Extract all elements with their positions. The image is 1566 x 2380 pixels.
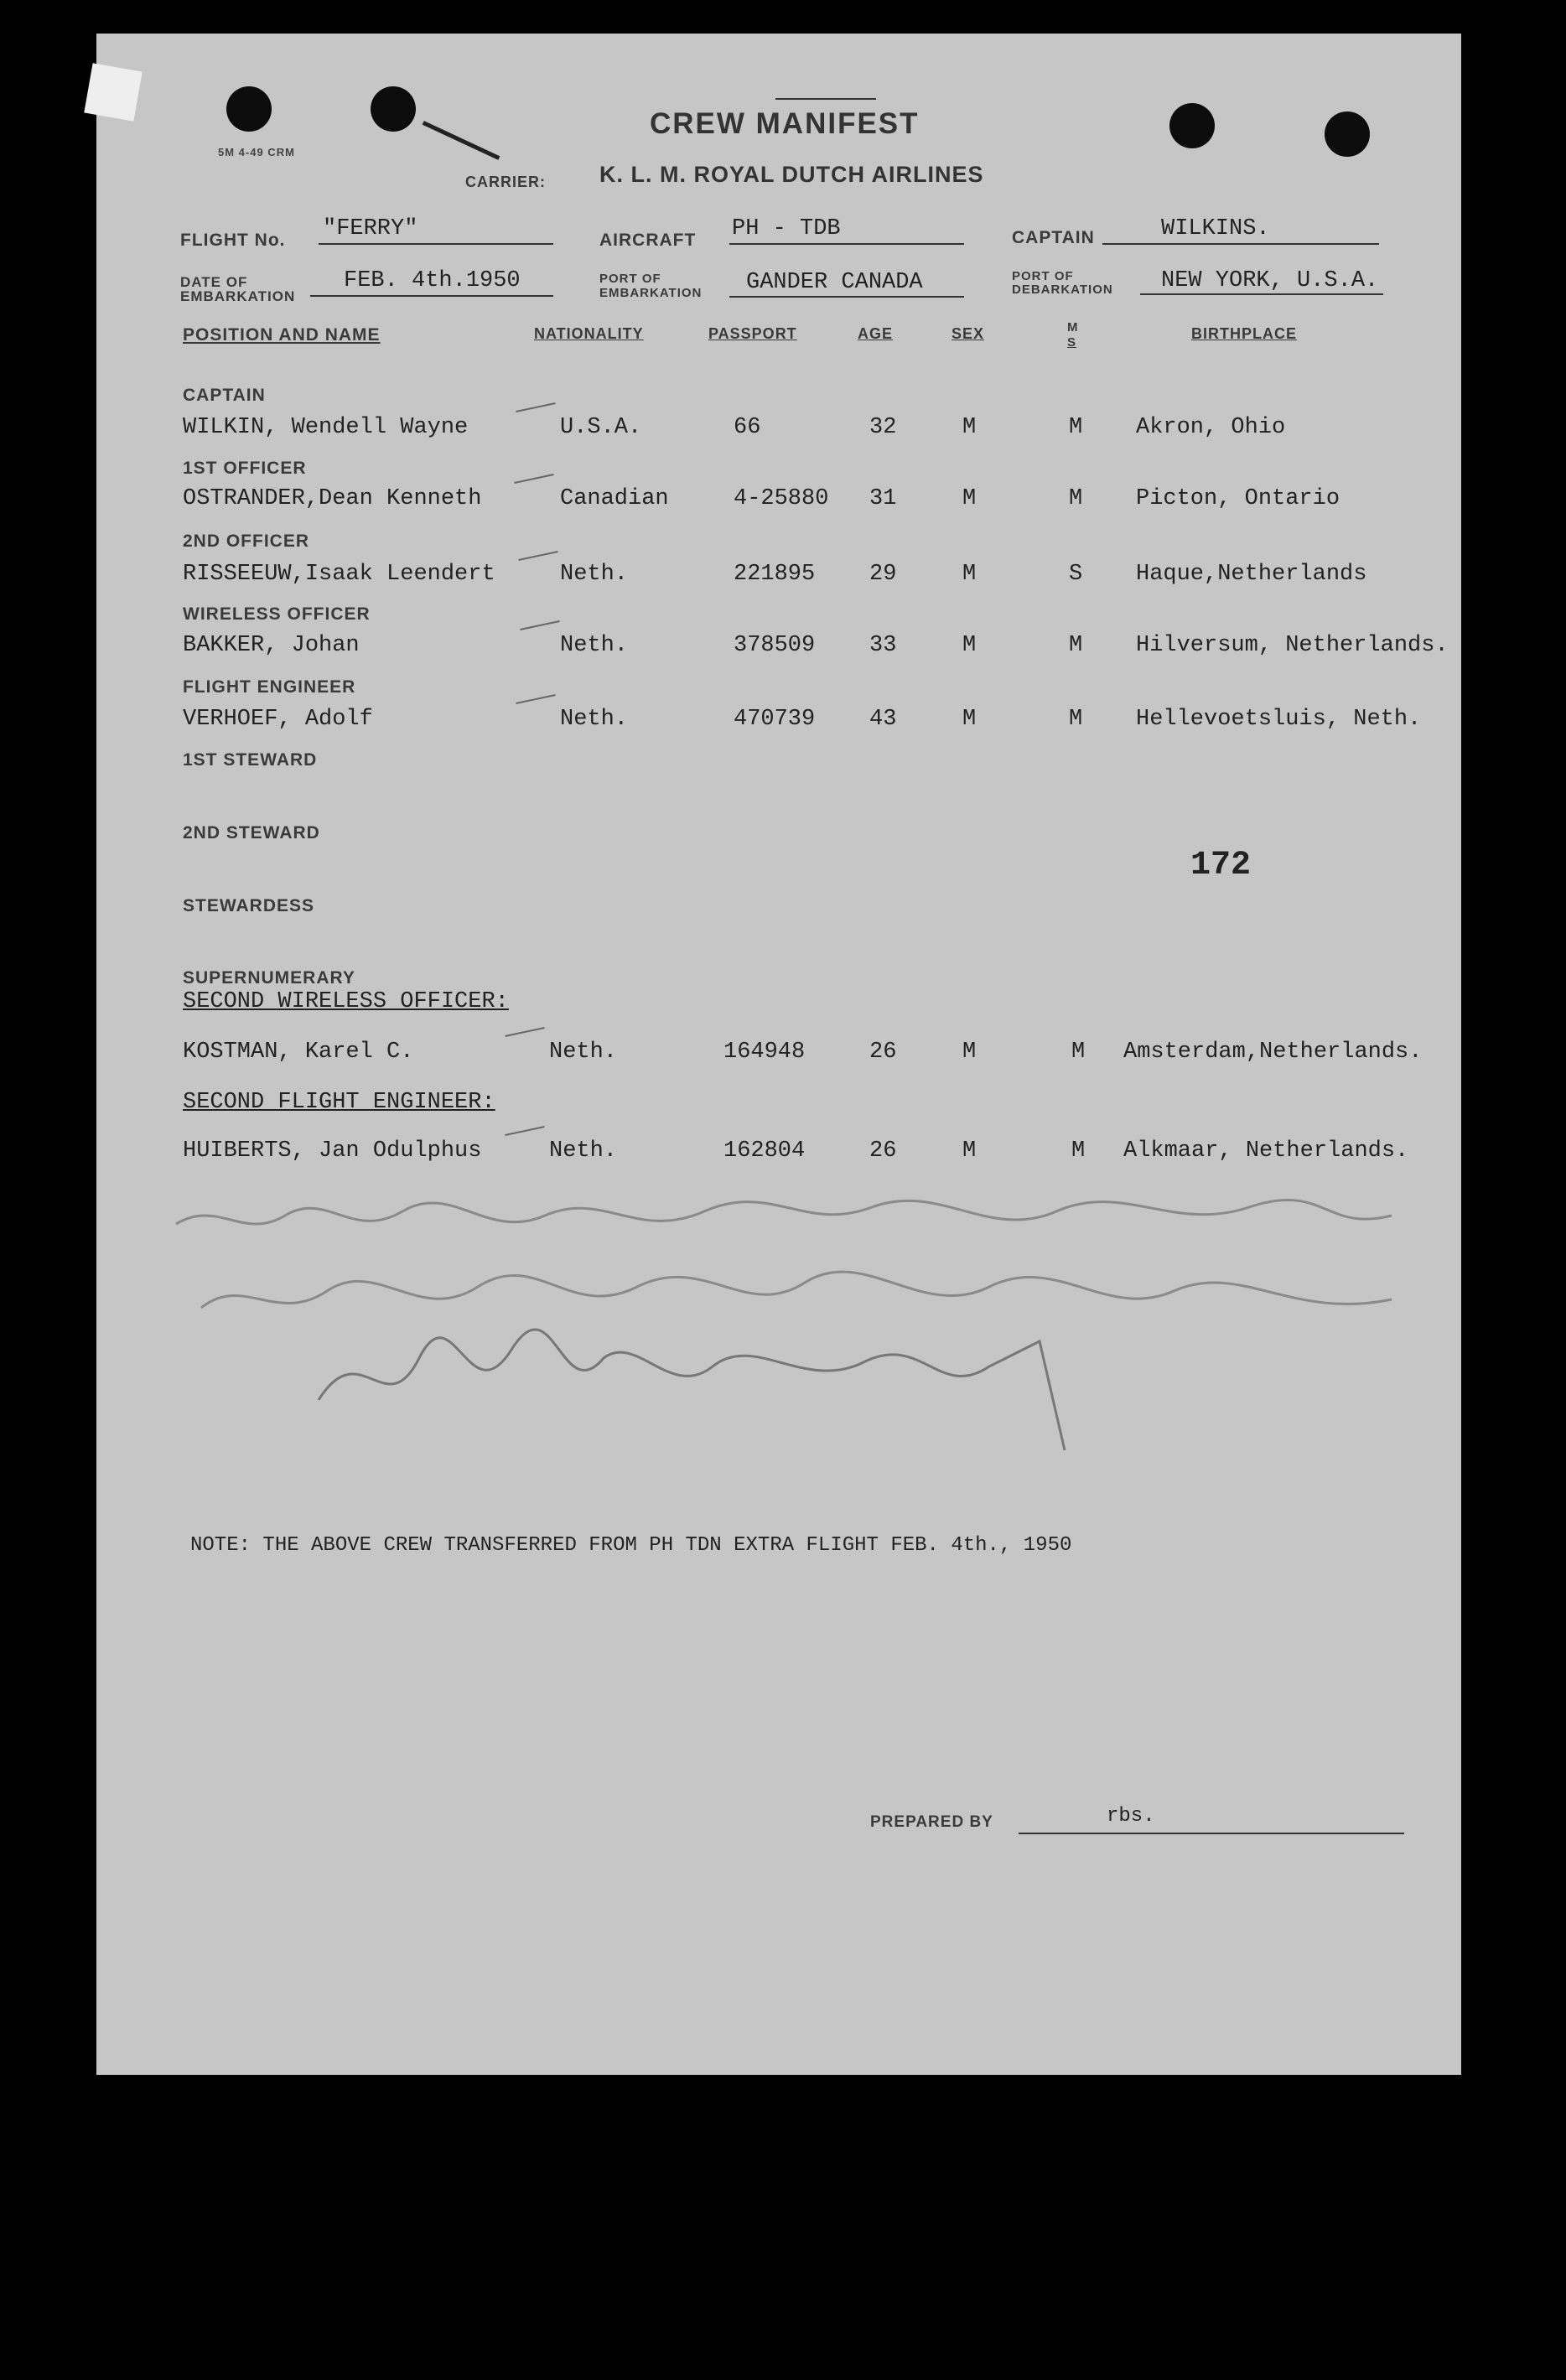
pos-first-steward: 1ST STEWARD (183, 750, 318, 770)
crew-nationality: Neth. (549, 1138, 618, 1164)
manifest-sheet (96, 34, 1461, 2075)
flight-label: FLIGHT No. (180, 231, 286, 250)
crew-birthplace: Alkmaar, Netherlands. (1123, 1138, 1409, 1164)
crew-age: 32 (869, 415, 897, 440)
transfer-note: NOTE: THE ABOVE CREW TRANSFERRED FROM PH TDN EXTRA FLIGHT FEB. 4th., 1950 (190, 1534, 1072, 1557)
punch-hole-1 (226, 86, 272, 132)
port-embark-label-2: EMBARKATION (599, 286, 703, 300)
crew-birthplace: Amsterdam,Netherlands. (1123, 1040, 1423, 1065)
crew-marital: M (1071, 1138, 1086, 1164)
crew-passport: 378509 (734, 633, 816, 658)
crew-birthplace: Haque,Netherlands (1136, 562, 1367, 587)
crew-passport: 162804 (723, 1138, 806, 1164)
pos-captain: CAPTAIN (183, 386, 266, 405)
crew-nationality: Neth. (560, 633, 629, 658)
crew-age: 31 (869, 486, 897, 511)
crew-age: 29 (869, 562, 897, 587)
col-age: AGE (858, 325, 894, 342)
prepared-by-label: PREPARED BY (870, 1813, 993, 1831)
crew-name: HUIBERTS, Jan Odulphus (183, 1138, 482, 1164)
crew-sex: M (962, 1040, 977, 1065)
embark-date-value: FEB. 4th.1950 (344, 268, 521, 293)
col-ms-top: M (1067, 320, 1079, 334)
prepared-by-value: rbs. (1107, 1805, 1155, 1828)
crew-name: OSTRANDER,Dean Kenneth (183, 486, 482, 511)
crew-marital: S (1069, 562, 1083, 587)
crew-sex: M (962, 486, 977, 511)
crew-age: 43 (869, 707, 897, 732)
crew-birthplace: Akron, Ohio (1136, 415, 1286, 440)
crew-age: 26 (869, 1138, 897, 1164)
crew-passport: 66 (734, 415, 761, 440)
pos-stewardess: STEWARDESS (183, 896, 315, 915)
crew-name: KOSTMAN, Karel C. (183, 1040, 414, 1065)
crew-nationality: Canadian (560, 486, 669, 511)
crew-marital: M (1069, 415, 1083, 440)
punch-hole-4 (1325, 111, 1370, 157)
page-number: 172 (1190, 847, 1252, 884)
pos-second-wireless-officer: SECOND WIRELESS OFFICER: (183, 989, 509, 1014)
col-sex: SEX (952, 325, 985, 342)
handwritten-annotation (168, 1182, 1408, 1450)
col-passport: PASSPORT (708, 325, 797, 342)
port-debark-label-1: PORT OF (1012, 269, 1074, 283)
port-debark-label-2: DEBARKATION (1012, 283, 1113, 297)
crew-marital: M (1069, 633, 1083, 658)
crew-age: 33 (869, 633, 897, 658)
flight-value: "FERRY" (323, 216, 418, 241)
pos-second-steward: 2ND STEWARD (183, 823, 320, 843)
captain-value: WILKINS. (1161, 216, 1270, 241)
col-birthplace: BIRTHPLACE (1191, 325, 1297, 342)
crew-name: RISSEEUW,Isaak Leendert (183, 562, 495, 587)
punch-hole-3 (1169, 103, 1215, 148)
crew-name: WILKIN, Wendell Wayne (183, 415, 469, 440)
crew-nationality: U.S.A. (560, 415, 642, 440)
crew-passport: 470739 (734, 707, 816, 732)
crew-name: VERHOEF, Adolf (183, 707, 373, 732)
crew-sex: M (962, 415, 977, 440)
crew-age: 26 (869, 1040, 897, 1065)
crew-nationality: Neth. (560, 562, 629, 587)
col-position-name: POSITION AND NAME (183, 325, 381, 345)
crew-birthplace: Hilversum, Netherlands. (1136, 633, 1449, 658)
crew-nationality: Neth. (560, 707, 629, 732)
aircraft-label: AIRCRAFT (599, 231, 697, 250)
staple-mark (423, 121, 500, 160)
port-embark-label-1: PORT OF (599, 272, 661, 286)
pos-wireless-officer: WIRELESS OFFICER (183, 604, 371, 624)
port-debark-value: NEW YORK, U.S.A. (1161, 268, 1379, 293)
crew-sex: M (962, 562, 977, 587)
crew-name: BAKKER, Johan (183, 633, 360, 658)
crew-marital: M (1069, 486, 1083, 511)
crew-birthplace: Hellevoetsluis, Neth. (1136, 707, 1422, 732)
pos-flight-engineer: FLIGHT ENGINEER (183, 677, 356, 697)
punch-hole-2 (371, 86, 416, 132)
col-ms-bottom: S (1067, 335, 1077, 350)
pos-first-officer: 1ST OFFICER (183, 459, 307, 478)
crew-birthplace: Picton, Ontario (1136, 486, 1340, 511)
crew-passport: 164948 (723, 1040, 806, 1065)
form-code: 5M 4-49 CRM (218, 146, 295, 158)
crew-passport: 4-25880 (734, 486, 829, 511)
crew-sex: M (962, 1138, 977, 1164)
pos-second-officer: 2ND OFFICER (183, 531, 310, 551)
aircraft-value: PH - TDB (732, 216, 841, 241)
port-embark-value: GANDER CANADA (746, 270, 923, 295)
crew-nationality: Neth. (549, 1040, 618, 1065)
date-label-2: EMBARKATION (180, 288, 296, 304)
crew-sex: M (962, 707, 977, 732)
crew-marital: M (1069, 707, 1083, 732)
captain-label: CAPTAIN (1012, 228, 1095, 247)
carrier-name: K. L. M. ROYAL DUTCH AIRLINES (599, 162, 984, 187)
date-label-1: DATE OF (180, 274, 248, 290)
page-title: CREW MANIFEST (650, 107, 920, 140)
carrier-label: CARRIER: (465, 174, 546, 190)
crew-passport: 221895 (734, 562, 816, 587)
pos-supernumerary: SUPERNUMERARY (183, 968, 355, 988)
crew-marital: M (1071, 1040, 1086, 1065)
col-nationality: NATIONALITY (534, 325, 644, 342)
torn-corner (84, 63, 143, 122)
pos-second-flight-engineer: SECOND FLIGHT ENGINEER: (183, 1090, 495, 1115)
crew-sex: M (962, 633, 977, 658)
